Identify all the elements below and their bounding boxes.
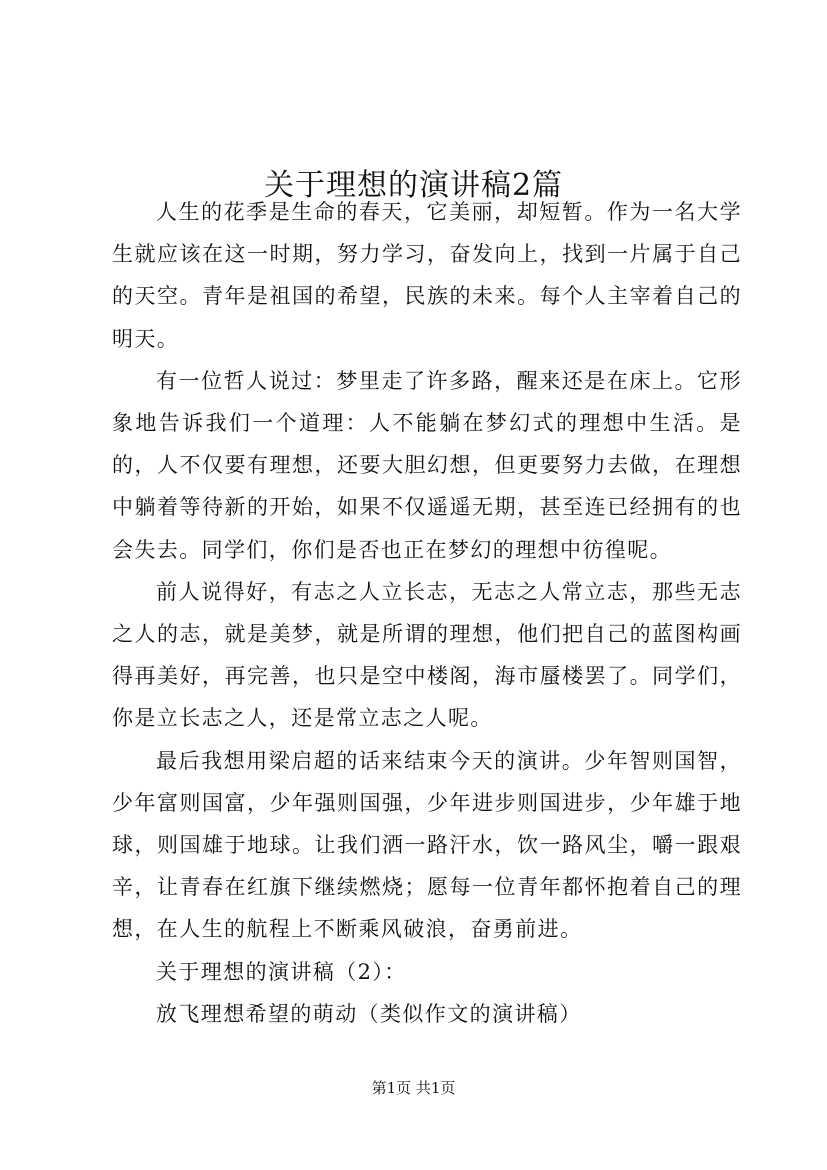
document-body (112, 191, 742, 1035)
paragraph: 最后我想用梁启超的话来结束今天的演讲。少年智则国智，少年富则国富，少年强则国强，少年进步则国进步，少年雄于地球，则国雄于地球。让我们洒一路汗水，饮一路风尘，嚼一跟艰辛，让青春在红旗下继续燃烧；愿每一位青年都怀抱着自己的理想，在人生的航程上不断乘风破浪，奋勇前进。 (112, 748, 742, 942)
paragraph: 有一位哲人说过：梦里走了许多路，醒来还是在床上。它形象地告诉我们一个道理：人不能躺在梦幻式的理想中生活。是的，人不仅要有理想，还要大胆幻想，但更要努力去做，在理想中躺着等待新的开始，如果不仅遥遥无期，甚至连已经拥有的也会失去。同学们，你们是否也正在梦幻的理想中彷徨呢。 (112, 368, 742, 562)
page-number-footer: 第1页 共1页 (371, 1079, 456, 1097)
paragraph: 前人说得好，有志之人立长志，无志之人常立志，那些无志之人的志，就是美梦，就是所谓的理想，他们把自己的蓝图构画得再美好，再完善，也只是空中楼阁，海市蜃楼罢了。同学们，你是立长志之人，还是常立志之人呢。 (112, 579, 742, 731)
section-heading: 关于理想的演讲稿（2）： (156, 959, 407, 984)
section-subtitle: 放飞理想希望的萌动（类似作文的演讲稿） (156, 1001, 582, 1026)
paragraph: 人生的花季是生命的春天，它美丽，却短暂。作为一名大学生就应该在这一时期，努力学习，奋发向上，找到一片属于自己的天空。青年是祖国的希望，民族的未来。每个人主宰着自己的明天。 (112, 200, 742, 351)
document-title: 关于理想的演讲稿2篇 (263, 168, 564, 204)
